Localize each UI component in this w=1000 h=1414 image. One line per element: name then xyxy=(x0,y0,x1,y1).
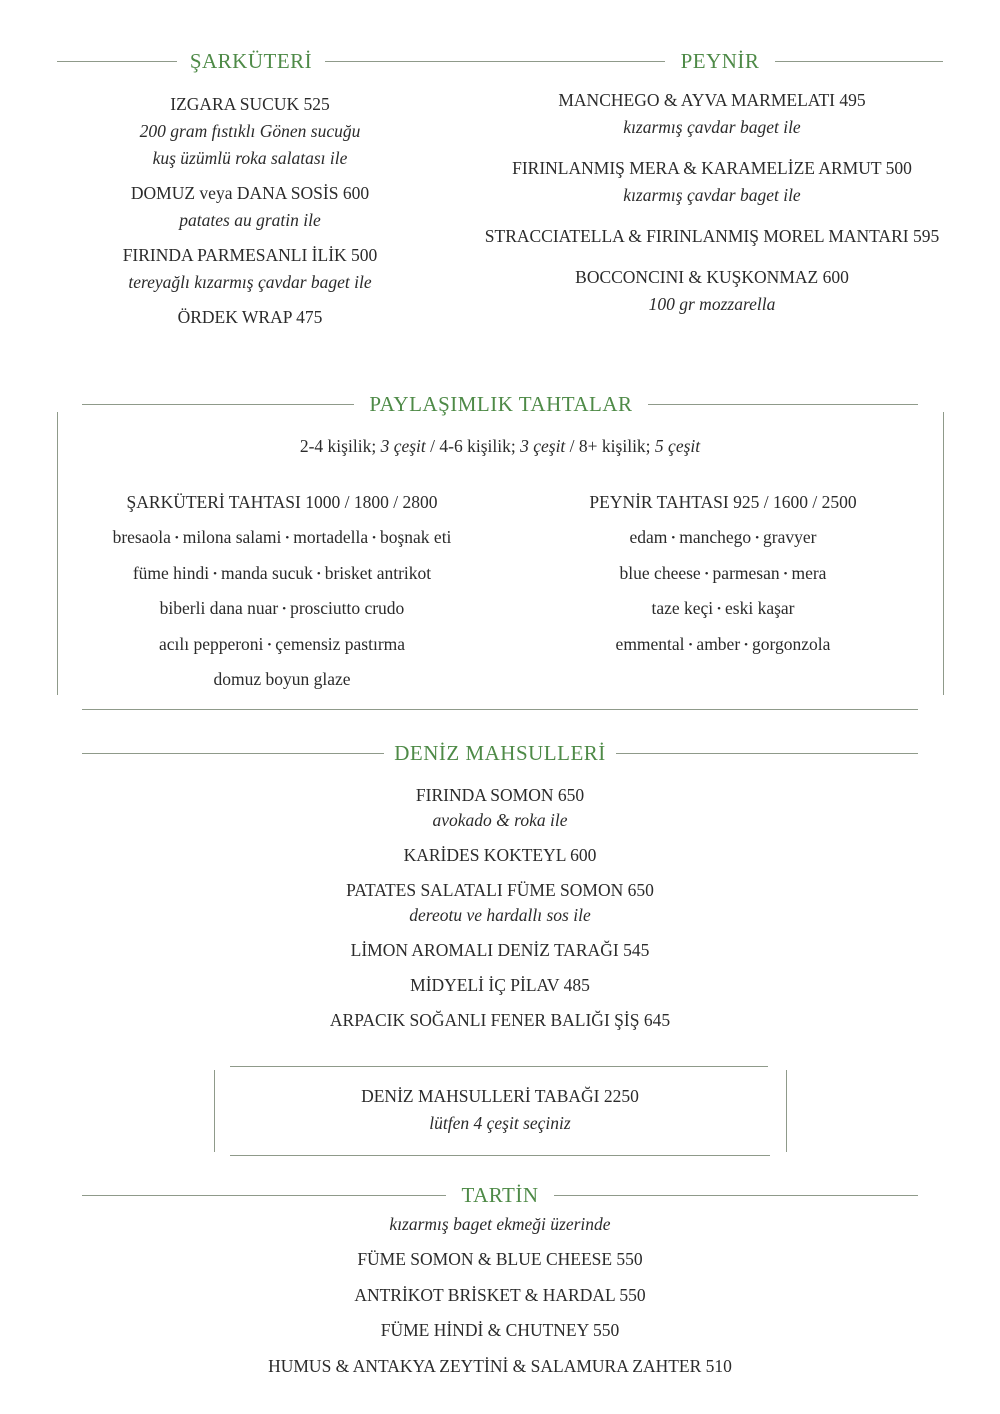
tartin-subtitle: kızarmış baget ekmeği üzerinde xyxy=(389,1214,611,1234)
platter-desc: lütfen 4 çeşit seçiniz xyxy=(429,1113,571,1133)
board-row xyxy=(57,667,507,703)
board-entry: boşnak eti xyxy=(379,527,452,547)
board-entry: parmesan xyxy=(712,562,780,583)
board-entry: bresaola xyxy=(112,527,171,547)
board-entry: taze keçi xyxy=(651,598,714,618)
bullet-separator: • xyxy=(213,567,217,580)
bullet-separator: • xyxy=(174,532,179,544)
menu-item xyxy=(40,180,460,234)
tartin-item: ANTRİKOT BRİSKET & HARDAL 550 xyxy=(354,1284,646,1305)
menu-item xyxy=(40,304,460,331)
board-row xyxy=(498,561,948,597)
menu-item-name: KARİDES KOKTEYL 600 xyxy=(403,845,597,865)
platter-name: DENİZ MAHSULLERİ TABAĞI 2250 xyxy=(361,1086,639,1106)
portion-label: 4-6 kişilik; xyxy=(439,436,521,456)
tartin-menu xyxy=(0,1247,1000,1389)
menu-item-desc: patates au gratin ile xyxy=(179,210,321,230)
menu-item-desc: tereyağlı kızarmış çavdar baget ile xyxy=(128,272,372,292)
menu-item-name: PATATES SALATALI FÜME SOMON 650 xyxy=(346,880,654,900)
tartin-item: FÜME SOMON & BLUE CHEESE 550 xyxy=(357,1249,643,1269)
menu-item-name: BOCCONCINI & KUŞKONMAZ 600 xyxy=(575,267,849,287)
menu-item xyxy=(462,223,962,250)
board-entry: edam xyxy=(629,527,668,547)
section-title-peynir: PEYNİR xyxy=(680,49,760,73)
board-entry: amber xyxy=(696,633,741,654)
menu-item-name: FIRINLANMIŞ MERA & KARAMELİZE ARMUT 500 xyxy=(512,158,912,178)
board-entry: gorgonzola xyxy=(752,633,831,654)
menu-item xyxy=(462,155,962,209)
board-entry: mortadella xyxy=(293,527,369,547)
bullet-separator: • xyxy=(704,567,709,580)
menu-item-name: STRACCIATELLA & FIRINLANMIŞ MOREL MANTARI 595 xyxy=(484,226,940,246)
menu-item-name: LİMON AROMALI DENİZ TARAĞI 545 xyxy=(350,940,650,960)
sarkuteri-board-list xyxy=(57,525,507,703)
board-entry: prosciutto crudo xyxy=(290,598,405,618)
board-entry: brisket antrikot xyxy=(324,562,432,583)
bullet-separator: • xyxy=(267,638,272,651)
menu-item-desc: 200 gram fıstıklı Gönen sucuğu xyxy=(139,121,361,141)
menu-item xyxy=(40,91,460,172)
menu-item-desc: kızarmış çavdar baget ile xyxy=(623,185,801,205)
menu-item-name: ARPACIK SOĞANLI FENER BALIĞI ŞİŞ 645 xyxy=(329,1010,671,1030)
sarkuteri-menu xyxy=(40,91,460,331)
menu-item-name: MİDYELİ İÇ PİLAV 485 xyxy=(410,975,590,995)
portion-count: 3 çeşit xyxy=(520,436,566,456)
menu-item-name: ÖRDEK WRAP 475 xyxy=(177,307,323,327)
board-row xyxy=(57,596,507,632)
bullet-separator: • xyxy=(783,567,788,580)
tartin-item: FÜME HİNDİ & CHUTNEY 550 xyxy=(380,1320,620,1340)
menu-item xyxy=(250,1008,750,1033)
menu-item-name: IZGARA SUCUK 525 xyxy=(170,94,330,114)
menu-item-name: FIRINDA PARMESANLI İLİK 500 xyxy=(122,245,378,265)
section-title-sarkuteri: ŞARKÜTERİ xyxy=(189,49,313,73)
board-entry: çemensiz pastırma xyxy=(275,633,406,654)
menu-item xyxy=(250,783,750,833)
bullet-separator: • xyxy=(671,532,676,544)
menu-item-desc: dereotu ve hardallı sos ile xyxy=(409,905,591,925)
board-row xyxy=(57,632,507,668)
sarkuteri-board-name: ŞARKÜTERİ TAHTASI 1000 / 1800 / 2800 xyxy=(126,492,438,512)
menu-item xyxy=(250,878,750,928)
board-entry: füme hindi xyxy=(132,562,210,583)
menu-item-desc: 100 gr mozzarella xyxy=(648,294,776,314)
bullet-separator: • xyxy=(744,638,749,651)
portion-label: 2-4 kişilik; xyxy=(299,436,381,456)
bullet-separator: • xyxy=(372,532,376,544)
board-entry: manda sucuk xyxy=(221,562,313,583)
board-row xyxy=(57,561,507,597)
menu-item xyxy=(40,242,460,296)
board-entry: eski kaşar xyxy=(725,598,795,618)
menu-item-desc: kızarmış çavdar baget ile xyxy=(623,117,801,137)
board-entry: manchego xyxy=(679,527,752,547)
bullet-separator: • xyxy=(755,532,760,544)
section-title-tahtalar: PAYLAŞIMLIK TAHTALAR xyxy=(369,392,633,416)
board-row xyxy=(498,525,948,561)
bullet-separator: • xyxy=(282,603,287,615)
section-title-tartin: TARTİN xyxy=(461,1183,539,1207)
board-portions xyxy=(0,434,1000,458)
menu-item-name: MANCHEGO & AYVA MARMELATI 495 xyxy=(558,90,866,110)
board-entry: mera xyxy=(791,562,827,583)
section-title-deniz: DENİZ MAHSULLERİ xyxy=(394,741,606,765)
board-row xyxy=(498,632,948,668)
menu-item xyxy=(462,264,962,318)
board-row xyxy=(498,596,948,632)
peynir-board-name: PEYNİR TAHTASI 925 / 1600 / 2500 xyxy=(589,492,857,512)
portion-count: 3 çeşit xyxy=(380,436,426,456)
tartin-item: HUMUS & ANTAKYA ZEYTİNİ & SALAMURA ZAHTER 510 xyxy=(268,1355,732,1376)
board-entry: milona salami xyxy=(182,527,282,547)
board-entry: emmental xyxy=(615,633,685,654)
board-entry: gravyer xyxy=(763,527,817,547)
bullet-separator: • xyxy=(717,603,722,615)
board-entry: blue cheese xyxy=(619,562,701,583)
menu-item-desc: avokado & roka ile xyxy=(432,810,568,830)
board-entry: biberli dana nuar xyxy=(159,598,279,618)
menu-item xyxy=(250,938,750,963)
bullet-separator: • xyxy=(316,567,321,580)
menu-item-name: DOMUZ veya DANA SOSİS 600 xyxy=(130,183,370,203)
bullet-separator: • xyxy=(688,638,693,651)
menu-item xyxy=(250,973,750,998)
peynir-board-list xyxy=(498,525,948,667)
menu-item-desc: kuş üzümlü roka salatası ile xyxy=(152,148,348,168)
board-entry: acılı pepperoni xyxy=(158,633,264,654)
peynir-menu xyxy=(462,87,962,318)
board-entry: domuz boyun glaze xyxy=(213,669,351,689)
bullet-separator: • xyxy=(285,532,290,544)
board-row xyxy=(57,525,507,561)
deniz-menu xyxy=(250,783,750,1033)
portion-label: 8+ kişilik; xyxy=(578,436,655,456)
menu-item-name: FIRINDA SOMON 650 xyxy=(415,785,585,805)
menu-item xyxy=(462,87,962,141)
portion-sep: / xyxy=(565,436,579,456)
portion-sep: / xyxy=(425,436,440,456)
menu-item xyxy=(250,843,750,868)
portion-count: 5 çeşit xyxy=(654,436,701,456)
